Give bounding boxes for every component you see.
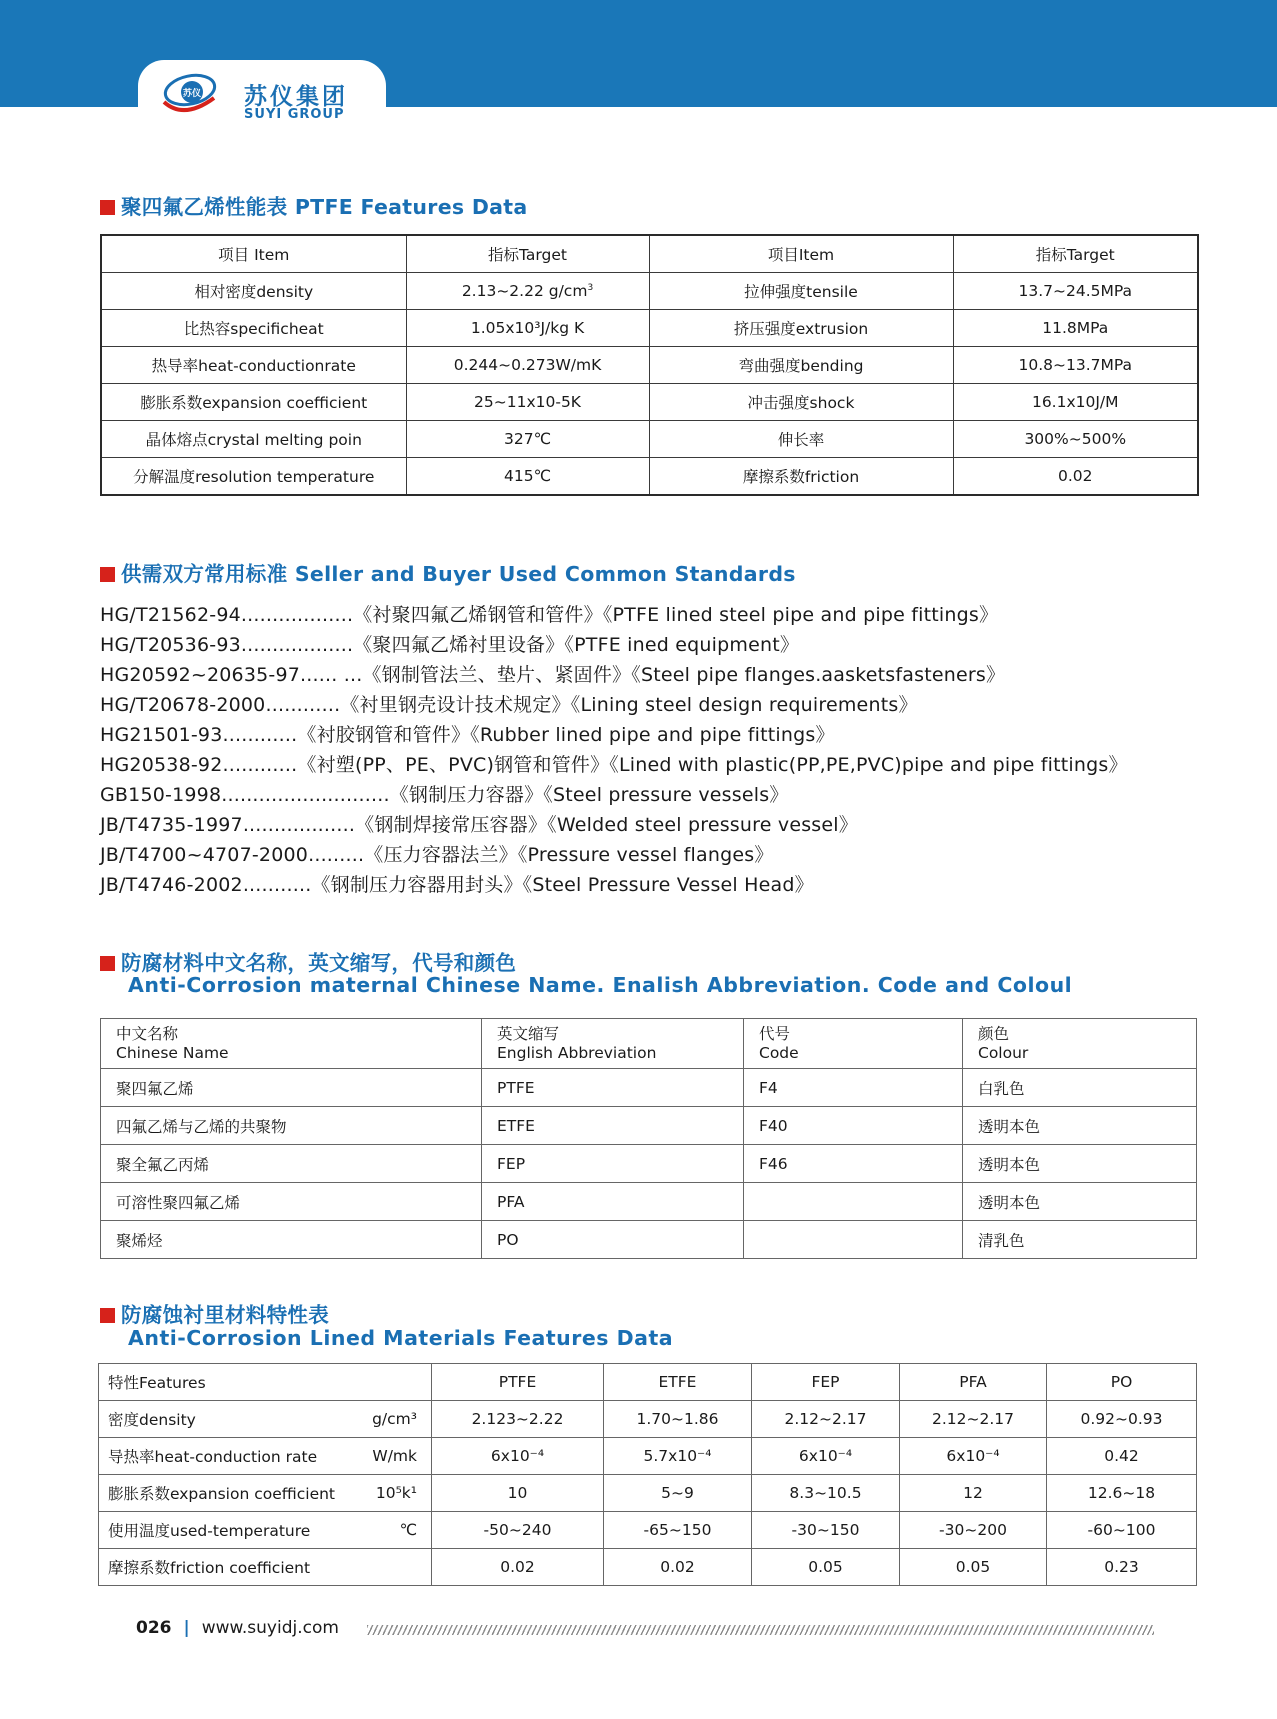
table-row [101, 1145, 1197, 1183]
feature-cell [99, 1549, 432, 1586]
standard-dots: .................. [242, 814, 356, 836]
standards-list [100, 600, 1128, 900]
footer-hatch-divider [367, 1625, 1154, 1635]
table-cell: -60~100 [1047, 1512, 1197, 1549]
table-header-row [101, 235, 1198, 273]
table-cell: 13.7~24.5MPa [953, 273, 1198, 310]
header-cell: 指标Target [406, 235, 649, 273]
table-cell: 327℃ [406, 421, 649, 458]
table-cell: 10 [432, 1475, 604, 1512]
section3-heading [100, 946, 516, 976]
table-cell: -50~240 [432, 1512, 604, 1549]
table-cell: 12 [900, 1475, 1047, 1512]
table-cell: 拉伸强度tensile [649, 273, 953, 310]
header-en: Colour [978, 1043, 1029, 1062]
red-square-icon [100, 567, 115, 582]
table-header-row [99, 1364, 1197, 1401]
table-cell: 0.05 [752, 1549, 900, 1586]
table-cell: 2.123~2.22 [432, 1401, 604, 1438]
table-row [101, 1183, 1197, 1221]
page-footer [136, 1618, 339, 1638]
table-cell: 0.42 [1047, 1438, 1197, 1475]
table-cell: 0.02 [953, 458, 1198, 496]
section2-title: 供需双方常用标准 Seller and Buyer Used Common Standards [121, 562, 796, 586]
standard-code: JB/T4700~4707-2000 [100, 844, 309, 866]
header-cell: PTFE [432, 1364, 604, 1401]
table-cell: FEP [482, 1145, 744, 1183]
table-row [99, 1475, 1197, 1512]
standard-text: 《聚四氟乙烯衬里设备》《PTFE ined equipment》 [353, 634, 800, 656]
density-superscript: 3 [587, 282, 594, 293]
feature-unit: 10⁵k¹ [375, 1484, 417, 1502]
table-row [99, 1549, 1197, 1586]
table-cell: 0.23 [1047, 1549, 1197, 1586]
section4-title-en: Anti-Corrosion Lined Materials Features Data [128, 1326, 674, 1350]
standard-code: HG20592~20635-97 [100, 664, 301, 686]
feature-unit: g/cm³ [372, 1410, 417, 1428]
header-cell: ETFE [604, 1364, 752, 1401]
feature-label: 使用温度used-temperature [108, 1522, 311, 1540]
standard-dots: .................. [240, 634, 354, 656]
section3-title-en: Anti-Corrosion maternal Chinese Name. Enalish Abbreviation. Code and Coloul [128, 973, 1073, 997]
table-cell: 挤压强度extrusion [649, 310, 953, 347]
table-cell: 1.05x10³J/kg K [406, 310, 649, 347]
suyi-logo-icon [160, 68, 218, 116]
standard-code: JB/T4746-2002 [100, 874, 243, 896]
feature-label: 导热率heat-conduction rate [108, 1448, 318, 1466]
standard-item [100, 810, 1128, 840]
website-link[interactable]: www.suyidj.com [201, 1618, 339, 1638]
table-cell: 11.8MPa [953, 310, 1198, 347]
table-cell: 0.02 [604, 1549, 752, 1586]
table-row [99, 1401, 1197, 1438]
standard-item [100, 600, 1128, 630]
standard-text: 《钢制压力容器用封头》《Steel Pressure Vessel Head》 [311, 874, 814, 896]
standard-code: HG/T21562-94 [100, 604, 241, 626]
table-row [101, 421, 1198, 458]
standard-item [100, 780, 1128, 810]
standard-item [100, 840, 1128, 870]
section4-heading [100, 1298, 329, 1328]
standard-text: 《压力容器法兰》《Pressure vessel flanges》 [364, 844, 774, 866]
header-cell: 项目 Item [101, 235, 406, 273]
table-cell: 10.8~13.7MPa [953, 347, 1198, 384]
standard-text: 《钢制压力容器》《Steel pressure vessels》 [389, 784, 789, 806]
table-cell: 冲击强度shock [649, 384, 953, 421]
table-cell: 摩擦系数friction [649, 458, 953, 496]
table-cell: 0.05 [900, 1549, 1047, 1586]
table-cell: 可溶性聚四氟乙烯 [101, 1183, 482, 1221]
feature-label: 密度density [108, 1411, 196, 1429]
standard-item [100, 630, 1128, 660]
table-row [101, 273, 1198, 310]
table-cell: 相对密度density [101, 273, 406, 310]
table-cell: 透明本色 [963, 1145, 1197, 1183]
standard-item [100, 870, 1128, 900]
section1-heading [100, 190, 528, 220]
section1-title: 聚四氟乙烯性能表 PTFE Features Data [121, 195, 528, 219]
table-cell: F4 [744, 1069, 963, 1107]
section3-title-cn: 防腐材料中文名称，英文缩写，代号和颜色 [121, 951, 517, 975]
table-cell: 聚四氟乙烯 [101, 1069, 482, 1107]
header-en: Code [759, 1043, 799, 1062]
table-cell [744, 1183, 963, 1221]
table-cell: F40 [744, 1107, 963, 1145]
table-cell: 300%~500% [953, 421, 1198, 458]
table-row [101, 1221, 1197, 1259]
table-cell: 透明本色 [963, 1183, 1197, 1221]
table-row [101, 347, 1198, 384]
standard-text: 《衬塑(PP、PE、PVC)钢管和管件》《Lined with plastic(PP,PE,PVC)pipe and pipe fittings》 [297, 754, 1128, 776]
table-cell: 12.6~18 [1047, 1475, 1197, 1512]
table-cell: -30~200 [900, 1512, 1047, 1549]
table-cell: 清乳色 [963, 1221, 1197, 1259]
standard-text: 《衬胶钢管和管件》《Rubber lined pipe and pipe fittings》 [297, 724, 835, 746]
header-en: Chinese Name [116, 1043, 229, 1062]
red-square-icon [100, 200, 115, 215]
table-cell: 热导率heat-conductionrate [101, 347, 406, 384]
table-cell: 415℃ [406, 458, 649, 496]
table-row [101, 1069, 1197, 1107]
header-en: English Abbreviation [497, 1043, 657, 1062]
table-cell: 0.02 [432, 1549, 604, 1586]
table-cell: 聚全氟乙丙烯 [101, 1145, 482, 1183]
table-cell: 25~11x10-5K [406, 384, 649, 421]
header-cell: 指标Target [953, 235, 1198, 273]
header-cell [101, 1019, 482, 1069]
table-row [101, 1107, 1197, 1145]
table-cell: 5~9 [604, 1475, 752, 1512]
table-cell: 比热容specificheat [101, 310, 406, 347]
header-cell: 项目Item [649, 235, 953, 273]
table-row [101, 310, 1198, 347]
table-cell: 白乳色 [963, 1069, 1197, 1107]
feature-cell [99, 1475, 432, 1512]
standard-code: HG/T20536-93 [100, 634, 241, 656]
table-cell: 1.70~1.86 [604, 1401, 752, 1438]
footer-separator: | [183, 1618, 190, 1638]
header-cell: PO [1047, 1364, 1197, 1401]
standard-code: HG20538-92 [100, 754, 223, 776]
feature-label: 膨胀系数expansion coefficient [108, 1485, 336, 1503]
table-cell: 膨胀系数expansion coefficient [101, 384, 406, 421]
standard-dots: ............ [222, 724, 298, 746]
feature-cell [99, 1401, 432, 1438]
red-square-icon [100, 956, 115, 971]
table-cell: 6x10⁻⁴ [900, 1438, 1047, 1475]
standard-code: HG21501-93 [100, 724, 223, 746]
standard-text: 《衬聚四氟乙烯钢管和管件》《PTFE lined steel pipe and pipe fittings》 [353, 604, 999, 626]
brand-name-en: SUYI GROUP [244, 107, 345, 122]
feature-label: 摩擦系数friction coefficient [108, 1559, 311, 1577]
header-cell [482, 1019, 744, 1069]
standard-dots: ........... [242, 874, 312, 896]
standard-dots: ............ [222, 754, 298, 776]
standard-text: 《钢制焊接常压容器》《Welded steel pressure vessel》 [355, 814, 858, 836]
section4-title-cn: 防腐蚀衬里材料特性表 [121, 1303, 329, 1327]
standard-dots: ............ [265, 694, 341, 716]
table-cell: PFA [482, 1183, 744, 1221]
table-cell: PO [482, 1221, 744, 1259]
table-cell: 6x10⁻⁴ [752, 1438, 900, 1475]
table-cell: 四氟乙烯与乙烯的共聚物 [101, 1107, 482, 1145]
standard-text: 《钢制管法兰、垫片、紧固件》《Steel pipe flanges.aasketsfasteners》 [362, 664, 1006, 686]
brand-name-cn: 苏仪集团 [244, 84, 348, 110]
header-cell: PFA [900, 1364, 1047, 1401]
header-cell: FEP [752, 1364, 900, 1401]
table-cell: 2.12~2.17 [752, 1401, 900, 1438]
table-cell: 16.1x10J/M [953, 384, 1198, 421]
table-row [101, 458, 1198, 496]
standard-dots: ........................... [221, 784, 390, 806]
table-header-row [101, 1019, 1197, 1069]
anticorrosion-names-table [100, 1018, 1197, 1259]
table-cell: 2.12~2.17 [900, 1401, 1047, 1438]
standard-item [100, 660, 1128, 690]
header-cn: 中文名称 [116, 1024, 179, 1043]
header-cell [963, 1019, 1197, 1069]
table-cell [406, 273, 649, 310]
table-cell: PTFE [482, 1069, 744, 1107]
standard-code: HG/T20678-2000 [100, 694, 266, 716]
table-cell: 8.3~10.5 [752, 1475, 900, 1512]
table-cell: 0.244~0.273W/mK [406, 347, 649, 384]
table-cell: F46 [744, 1145, 963, 1183]
table-cell [744, 1221, 963, 1259]
table-row [99, 1512, 1197, 1549]
table-row [99, 1438, 1197, 1475]
header-cell: 特性Features [99, 1364, 432, 1401]
standard-dots: .................. [240, 604, 354, 626]
feature-cell [99, 1438, 432, 1475]
feature-unit: ℃ [399, 1521, 417, 1539]
standard-item [100, 690, 1128, 720]
density-value: 2.13~2.22 g/cm [461, 282, 588, 300]
table-row [101, 384, 1198, 421]
table-cell: 透明本色 [963, 1107, 1197, 1145]
feature-unit: W/mk [372, 1447, 417, 1465]
header-cn: 代号 [759, 1024, 791, 1043]
table-cell: 弯曲强度bending [649, 347, 953, 384]
table-cell: -65~150 [604, 1512, 752, 1549]
table-cell: -30~150 [752, 1512, 900, 1549]
standard-code: JB/T4735-1997 [100, 814, 243, 836]
feature-cell [99, 1512, 432, 1549]
table-cell: 晶体熔点crystal melting poin [101, 421, 406, 458]
standard-code: GB150-1998 [100, 784, 222, 806]
header-cn: 英文缩写 [497, 1024, 560, 1043]
header-cn: 颜色 [978, 1024, 1010, 1043]
lined-materials-table [98, 1363, 1197, 1586]
logo-mark-text: 苏仪 [182, 89, 202, 99]
red-square-icon [100, 1308, 115, 1323]
standard-item [100, 720, 1128, 750]
table-cell: 聚烯烃 [101, 1221, 482, 1259]
section2-heading [100, 557, 796, 587]
standard-dots: ......... [308, 844, 365, 866]
brand-logo [138, 60, 386, 124]
table-cell: 5.7x10⁻⁴ [604, 1438, 752, 1475]
standard-dots: ...... ... [300, 664, 363, 686]
ptfe-features-table [100, 234, 1199, 496]
page-number: 026 [136, 1618, 172, 1638]
table-cell: ETFE [482, 1107, 744, 1145]
standard-text: 《衬里钢壳设计技术规定》《Lining steel design requirements》 [340, 694, 918, 716]
standard-item [100, 750, 1128, 780]
table-cell: 分解温度resolution temperature [101, 458, 406, 496]
table-cell: 0.92~0.93 [1047, 1401, 1197, 1438]
header-cell [744, 1019, 963, 1069]
table-cell: 伸长率 [649, 421, 953, 458]
table-cell: 6x10⁻⁴ [432, 1438, 604, 1475]
